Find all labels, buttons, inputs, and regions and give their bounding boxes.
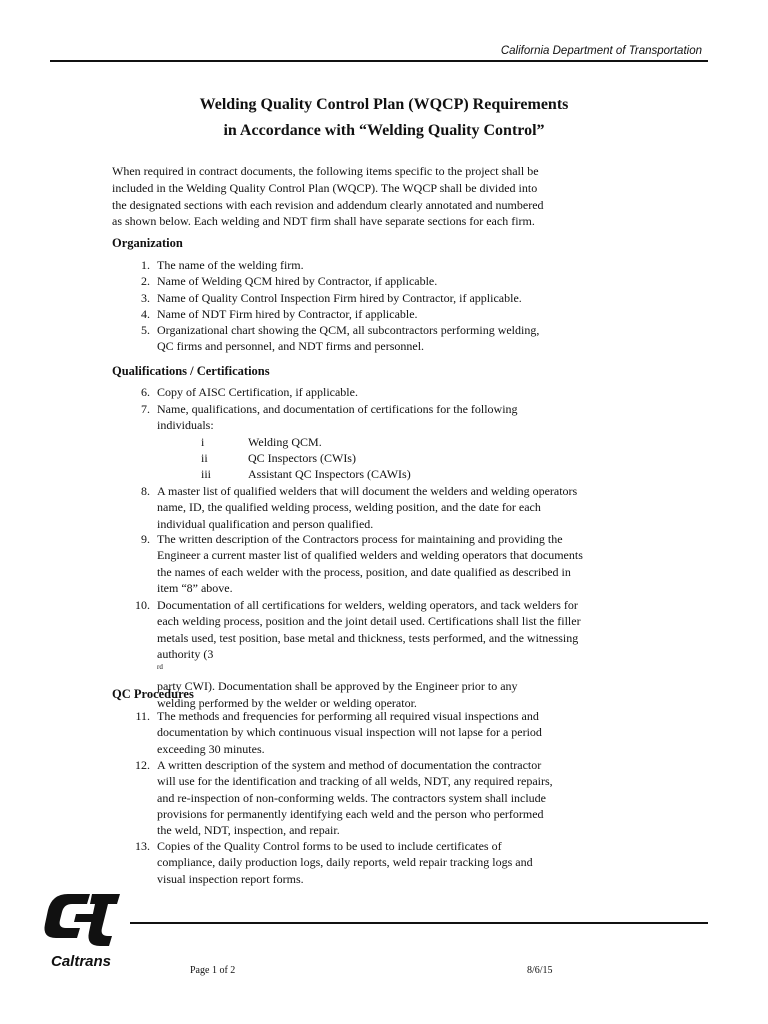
item-line: Engineer a current master list of qualified welders and welding operators that documents: [157, 548, 583, 563]
section-heading-qualifications: Qualifications / Certifications: [112, 364, 270, 378]
caltrans-wordmark: Caltrans: [50, 953, 112, 970]
item-line: and re-inspection of non-conforming welds. The contractors system shall include: [157, 790, 547, 805]
item-text: authority (3: [157, 646, 214, 661]
page-number: Page 1 of 2: [190, 965, 236, 976]
item-line: [157, 646, 677, 695]
item-line: compliance, daily production logs, daily reports, weld repair tracking logs and: [157, 855, 533, 870]
item-line: QC firms and personnel, and NDT firms and personnel.: [157, 339, 425, 354]
item-number: 7.: [141, 402, 150, 416]
sub-item-text: QC Inspectors (CWIs): [248, 451, 356, 465]
item-line: metals used, test position, base metal and thickness, tests performed, and the witnessing: [157, 630, 579, 645]
intro-paragraph: [112, 163, 612, 230]
roman-numeral: iii: [201, 467, 212, 481]
item-number: 13.: [135, 839, 150, 853]
item-line: name, ID, the qualified welding process, welding position, and the date for each: [157, 500, 541, 515]
section-heading-organization: Organization: [112, 236, 183, 250]
header-divider: [50, 60, 708, 62]
roman-numeral: i: [201, 435, 205, 449]
item-line: Name of Quality Control Inspection Firm hired by Contractor, if applicable.: [157, 291, 522, 305]
item-number: 12.: [135, 758, 150, 772]
item-line: visual inspection report forms.: [157, 871, 304, 886]
item-line: individual qualification and person qualified.: [157, 516, 374, 531]
item-number: 11.: [135, 709, 150, 723]
item-line: The methods and frequencies for performing all required visual inspections and: [157, 709, 539, 723]
ordinal-suffix: rd: [157, 663, 163, 672]
item-line: A master list of qualified welders that will document the welders and welding operators: [157, 484, 578, 498]
item-line: provisions for permanently identifying each weld and the person who performed: [157, 806, 544, 821]
item-line: item “8” above.: [157, 580, 233, 595]
item-number: 8.: [141, 484, 150, 498]
item-number: 10.: [135, 598, 150, 612]
item-text: party CWI). Documentation shall be approved by the Engineer prior to any: [157, 679, 518, 694]
item-number: 3.: [141, 291, 150, 305]
sub-item-text: Welding QCM.: [248, 435, 322, 449]
intro-line: When required in contract documents, the following items specific to the project shall be: [112, 164, 539, 178]
header-organization: California Department of Transportation: [500, 45, 702, 57]
footer-divider: [130, 922, 708, 924]
item-line: Name, qualifications, and documentation of certifications for the following: [157, 402, 518, 416]
item-number: 2.: [141, 274, 150, 288]
item-line: Copy of AISC Certification, if applicable.: [157, 385, 358, 399]
intro-line: included in the Welding Quality Control Plan (WQCP). The WQCP shall be divided into: [112, 180, 538, 195]
caltrans-ct-logo-icon: [38, 890, 124, 972]
item-line: Organizational chart showing the QCM, all subcontractors performing welding,: [157, 323, 540, 337]
item-line: Name of NDT Firm hired by Contractor, if applicable.: [157, 307, 418, 321]
item-line: documentation by which continuous visual inspection will not lapse for a period: [157, 725, 542, 740]
item-line: each welding process, position and the joint detail used. Certifications shall list the filler: [157, 614, 581, 629]
intro-line: as shown below. Each welding and NDT firm shall have separate sections for each firm.: [112, 214, 535, 229]
item-number: 9.: [141, 532, 150, 546]
item-line: The name of the welding firm.: [157, 258, 304, 272]
item-line: welding performed by the welder or welding operator.: [157, 695, 417, 710]
item-line: individuals:: [157, 418, 214, 433]
item-line: will use for the identification and tracking of all welds, NDT, any required repairs,: [157, 774, 553, 789]
item-line: A written description of the system and method of documentation the contractor: [157, 758, 542, 772]
item-line: Documentation of all certifications for welders, welding operators, and tack welders for: [157, 598, 578, 612]
footer-date: 8/6/15: [527, 965, 553, 976]
item-number: 5.: [141, 323, 150, 337]
item-line: The written description of the Contractors process for maintaining and providing the: [157, 532, 563, 546]
item-number: 1.: [141, 258, 150, 272]
document-title-line2: in Accordance with “Welding Quality Control”: [223, 122, 545, 139]
item-number: 6.: [141, 385, 150, 399]
item-number: 4.: [141, 307, 150, 321]
section-heading-qc-procedures: QC Procedures: [112, 687, 194, 701]
intro-line: the designated sections with each revision and addendum clearly annotated and numbered: [112, 197, 544, 212]
roman-numeral: ii: [201, 451, 208, 465]
item-line: Copies of the Quality Control forms to be used to include certificates of: [157, 839, 502, 853]
document-title-line1: Welding Quality Control Plan (WQCP) Requirements: [199, 96, 569, 113]
item-line: Name of Welding QCM hired by Contractor, if applicable.: [157, 274, 438, 288]
item-line: the weld, NDT, inspection, and repair.: [157, 823, 340, 838]
sub-item-text: Assistant QC Inspectors (CAWIs): [248, 467, 411, 481]
item-line: exceeding 30 minutes.: [157, 741, 265, 756]
item-line: the names of each welder with the process, position, and date qualified as described in: [157, 564, 571, 579]
